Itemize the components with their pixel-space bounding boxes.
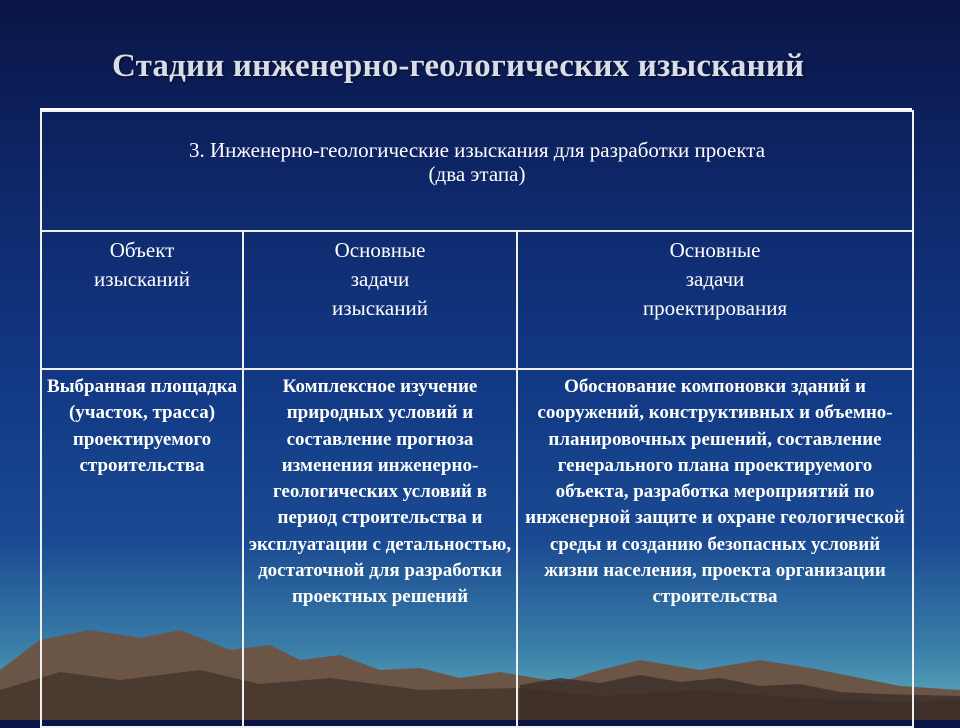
table-header-row <box>41 111 913 231</box>
column-header-line: изысканий <box>94 267 190 291</box>
column-header-line: изысканий <box>332 296 428 320</box>
column-header-line: Основные <box>669 238 761 262</box>
header-line-1: 3. Инженерно-геологические изыскания для разработки проекта <box>188 138 766 162</box>
cell-object: Выбранная площадка (участок, трасса) проектируемого строительства <box>41 369 243 727</box>
column-headers-row <box>41 231 913 369</box>
column-header-design-tasks <box>517 231 913 369</box>
column-header-line: Объект <box>109 238 175 262</box>
table-row <box>41 369 913 727</box>
slide-title: Стадии инженерно-геологических изысканий <box>112 48 805 84</box>
cell-survey-tasks: Комплексное изучение природных условий и составление прогноза изменения инженерно-геологических условий в период строительства и эксплуатации с детальностью, достаточной для разработки проектных решений <box>243 369 517 727</box>
cell-design-tasks: Обоснование компоновки зданий и сооружений, конструктивных и объемно-планировочных решений, составление генерального плана проектируемого объекта, разработка мероприятий по инженерной защите и охране геологической среды и созданию безопасных условий жизни населения, проекта организации строительства <box>517 369 913 727</box>
column-header-line: Основные <box>334 238 426 262</box>
column-header-object <box>41 231 243 369</box>
column-header-line: задачи <box>685 267 745 291</box>
stages-table <box>40 110 914 728</box>
header-line-2: (два этапа) <box>428 162 526 186</box>
table-header-cell <box>41 111 913 231</box>
column-header-line: проектирования <box>642 296 788 320</box>
column-header-line: задачи <box>350 267 410 291</box>
column-header-survey-tasks <box>243 231 517 369</box>
